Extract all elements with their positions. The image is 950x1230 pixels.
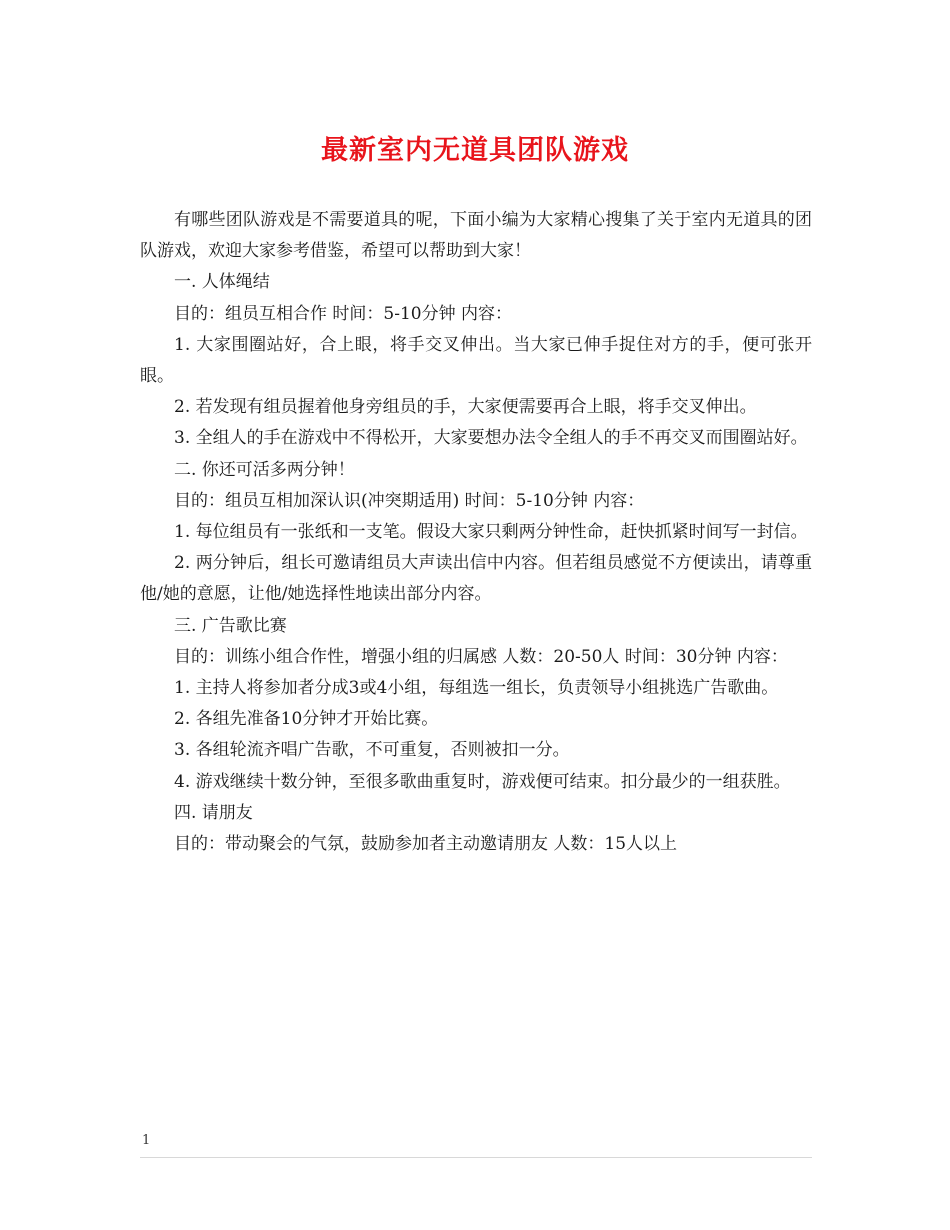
paragraph-step: 2. 各组先准备10分钟才开始比赛。 [174, 709, 439, 730]
paragraph-purpose-3: 目的：训练小组合作性，增强小组的归属感 人数：20-50人 时间：30分钟 内容： [174, 646, 788, 667]
paragraph-purpose-1: 目的：组员互相合作 时间：5-10分钟 内容： [174, 303, 512, 324]
section-heading-2: 二. 你还可活多两分钟！ [174, 459, 355, 480]
document-body [140, 205, 812, 860]
paragraph-step: 3. 全组人的手在游戏中不得松开，大家要想办法令全组人的手不再交叉而围圈站好。 [174, 428, 808, 449]
footer-divider [140, 1157, 812, 1158]
paragraph-step: 2. 两分钟后，组长可邀请组员大声读出信中内容。但若组员感觉不方便读出，请尊重他/她的意愿，让他/她选择性地读出部分内容。 [140, 553, 812, 605]
section-heading-1: 一. 人体绳结 [174, 272, 270, 293]
paragraph-purpose-4: 目的：带动聚会的气氛，鼓励参加者主动邀请朋友 人数：15人以上 [174, 834, 678, 855]
paragraph-step: 1. 每位组员有一张纸和一支笔。假设大家只剩两分钟性命，赶快抓紧时间写一封信。 [174, 522, 808, 543]
paragraph-purpose-2: 目的：组员互相加深认识(冲突期适用) 时间：5-10分钟 内容： [174, 490, 645, 511]
section-heading-4: 四. 请朋友 [174, 802, 253, 823]
paragraph-step: 2. 若发现有组员握着他身旁组员的手，大家便需要再合上眼，将手交叉伸出。 [174, 397, 757, 418]
section-heading-3: 三. 广告歌比赛 [174, 615, 287, 636]
paragraph-intro: 有哪些团队游戏是不需要道具的呢，下面小编为大家精心搜集了关于室内无道具的团队游戏，欢迎大家参考借鉴，希望可以帮助到大家！ [140, 210, 812, 262]
paragraph-step: 4. 游戏继续十数分钟，至很多歌曲重复时，游戏便可结束。扣分最少的一组获胜。 [174, 771, 791, 792]
page-number: 1 [142, 1133, 151, 1148]
paragraph-step: 1. 大家围圈站好，合上眼，将手交叉伸出。当大家已伸手捉住对方的手，便可张开眼。 [140, 334, 812, 387]
document-title: 最新室内无道具团队游戏 [321, 135, 629, 166]
paragraph-step: 3. 各组轮流齐唱广告歌，不可重复，否则被扣一分。 [174, 740, 570, 761]
paragraph-step: 1. 主持人将参加者分成3或4小组，每组选一组长，负责领导小组挑选广告歌曲。 [174, 678, 779, 699]
